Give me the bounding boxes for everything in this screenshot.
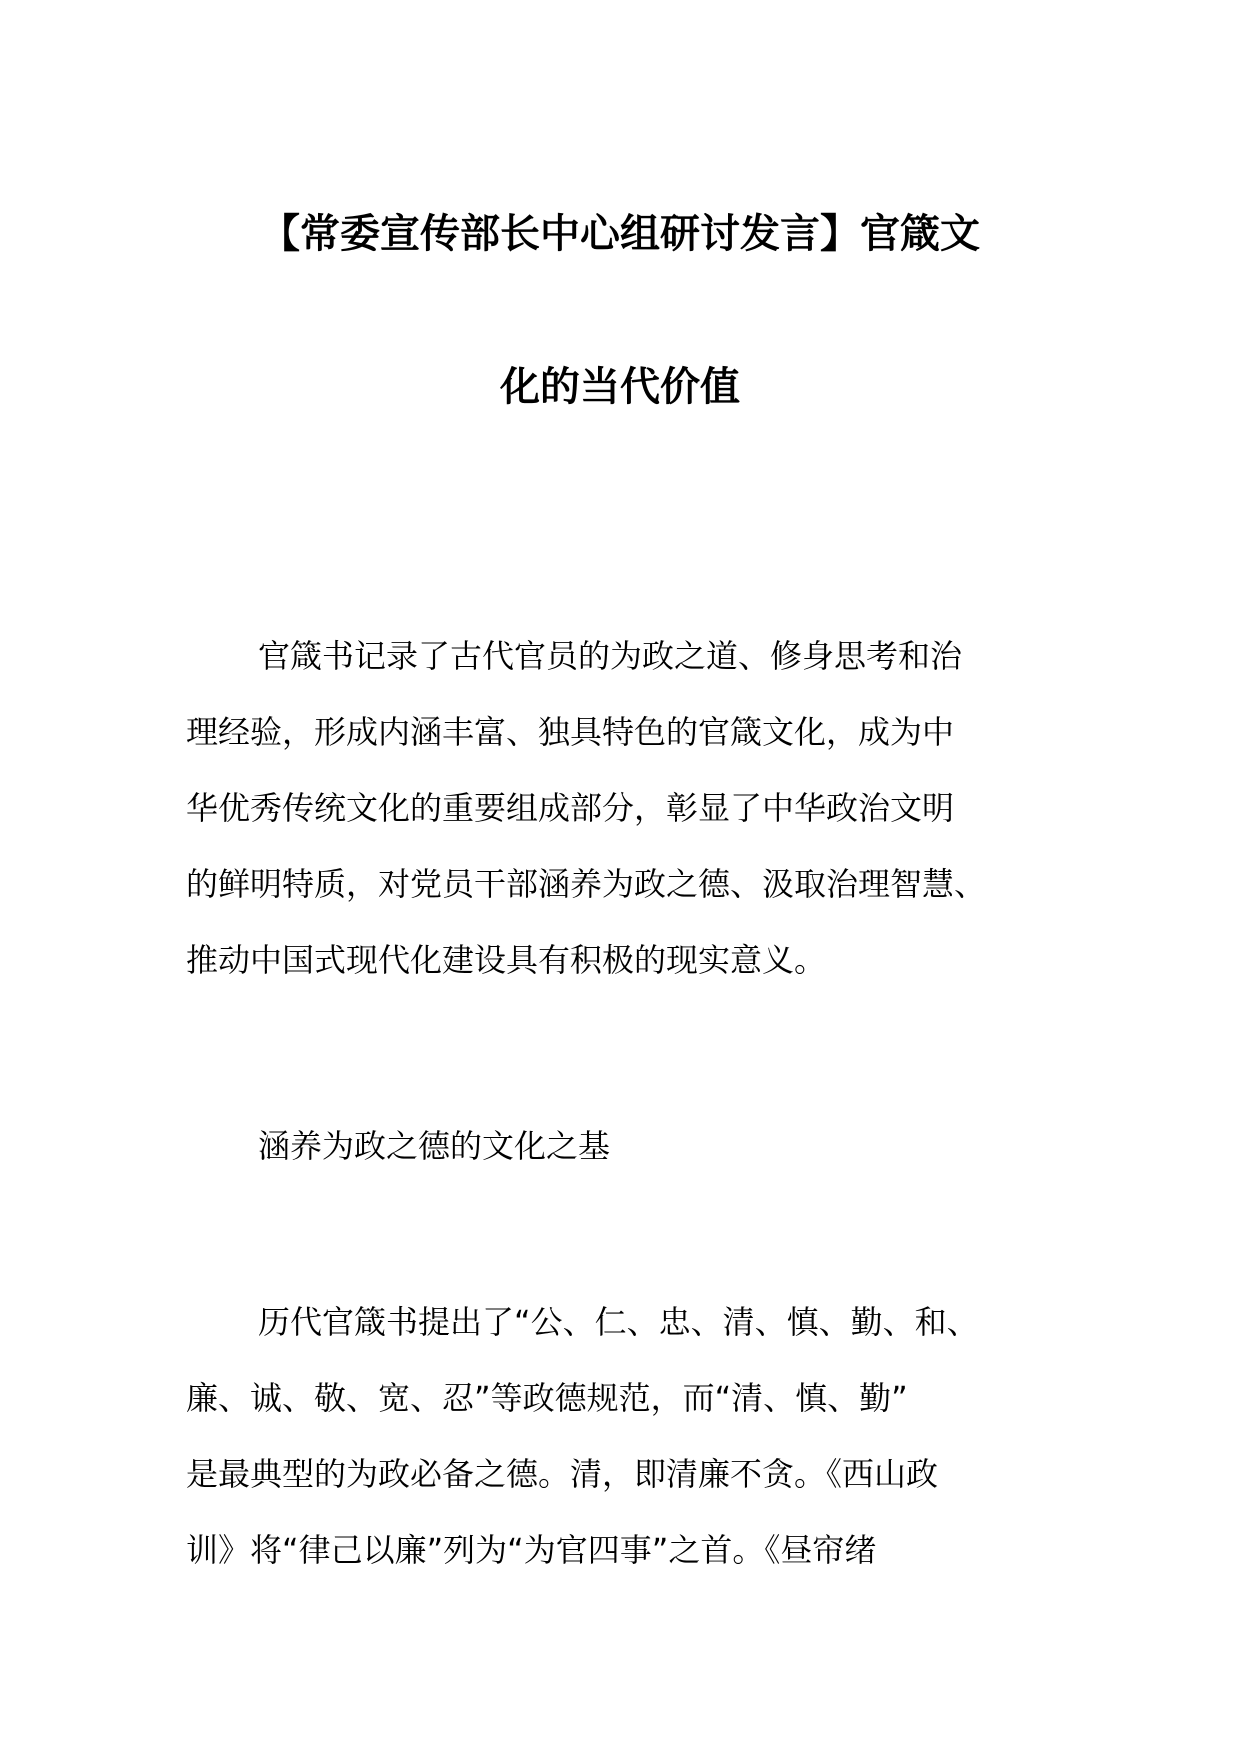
paragraph-line: 华优秀传统文化的重要组成部分，彰显了中华政治文明: [186, 789, 955, 827]
paragraph-line: 廉、诚、敬、宽、忍”等政德规范，而“清、慎、勤”: [186, 1379, 908, 1417]
paragraph-line: 训》将“律己以廉”列为“为官四事”之首。《昼帘绪: [186, 1531, 877, 1569]
paragraph-line: 推动中国式现代化建设具有积极的现实意义。: [186, 941, 827, 979]
paragraph-line: 官箴书记录了古代官员的为政之道、修身思考和治: [258, 637, 963, 675]
document-title-line-2: 化的当代价值: [500, 364, 740, 410]
paragraph-line: 是最典型的为政必备之德。清，即清廉不贪。《西山政: [186, 1455, 939, 1493]
paragraph-line: 的鲜明特质，对党员干部涵养为政之德、汲取治理智慧、: [186, 865, 987, 903]
document-title-line-1: 【常委宣传部长中心组研讨发言】官箴文: [260, 211, 980, 257]
section-heading: 涵养为政之德的文化之基: [258, 1127, 611, 1165]
paragraph-line: 历代官箴书提出了“公、仁、忠、清、慎、勤、和、: [258, 1303, 979, 1341]
paragraph-line: 理经验，形成内涵丰富、独具特色的官箴文化，成为中: [186, 713, 955, 751]
